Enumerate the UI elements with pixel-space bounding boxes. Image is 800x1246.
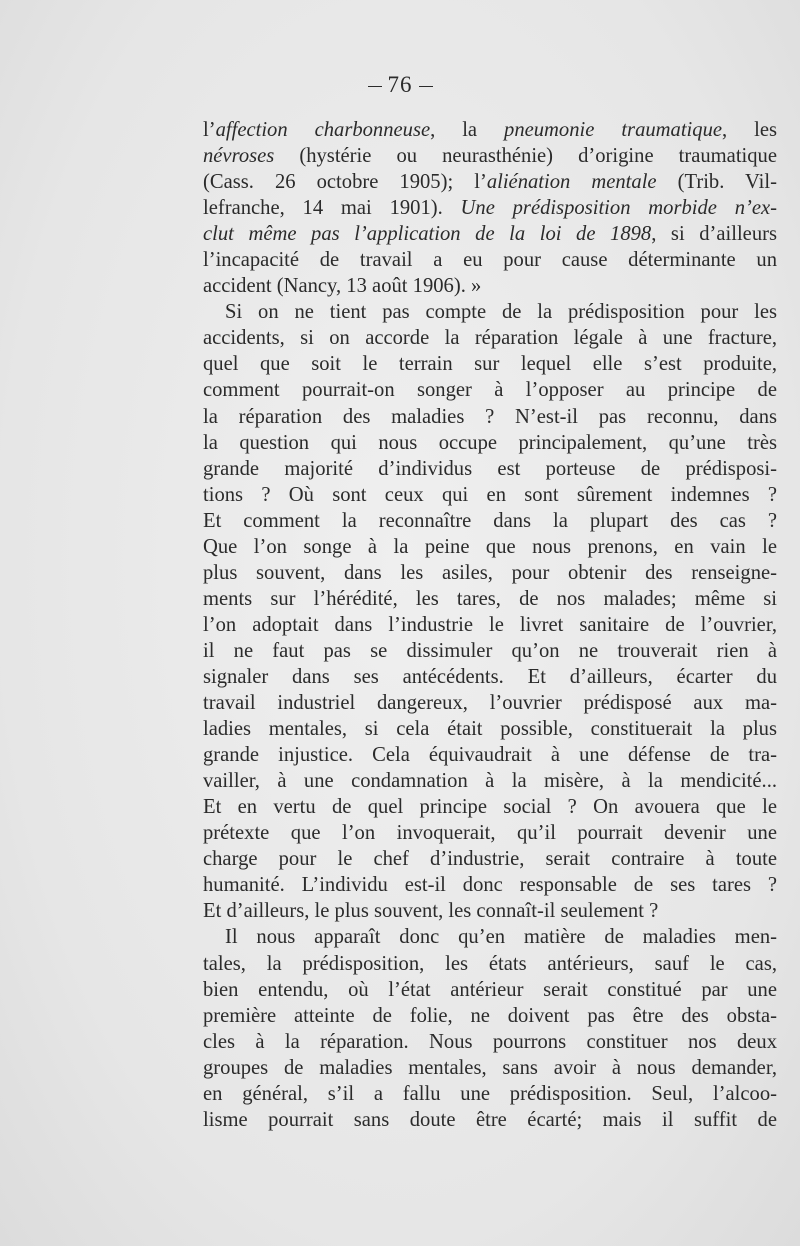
text-run: groupes de maladies mentales, sans avoir à nous demander, [203,1056,777,1079]
text-line [203,456,777,482]
text-run: cles à la réparation. Nous pourrons constituer nos deux [203,1030,777,1053]
text-line [203,820,777,846]
text-run: plus souvent, dans les asiles, pour obtenir des renseigne- [203,561,777,584]
italic-text: clut même pas l’application de la loi de 1898 [203,223,652,246]
text-line [203,664,777,690]
page-number [0,72,800,98]
text-line [203,247,777,273]
text-run: signaler dans ses antécédents. Et d’ailleurs, écarter du [203,665,777,688]
text-line [203,768,777,794]
text-run: première atteinte de folie, ne doivent pas être des obsta- [203,1004,777,1027]
text-run: accidents, si on accorde la réparation légale à une fracture, [203,327,777,350]
text-run: quel que soit le terrain sur lequel elle s’est produite, [203,353,777,376]
text-run: , les [722,119,777,141]
text-run: la réparation des maladies ? N’est-il pas reconnu, dans [203,405,777,428]
folio-dash-right [419,86,433,87]
text-run: bien entendu, où l’état antérieur serait constitué par une [203,978,777,1001]
text-run: lisme pourrait sans doute être écarté; mais il suffit de [203,1108,777,1131]
text-run: (hystérie ou neurasthénie) d’origine traumatique [274,145,777,168]
italic-text: affection charbonneuse [215,119,431,141]
text-line [203,534,777,560]
text-line [203,872,777,898]
text-line [203,1081,777,1107]
text-run: humanité. L’individu est-il donc responsable de ses tares ? [203,874,777,897]
text-run: (Cass. 26 octobre 1905); l’ [203,171,487,194]
text-run: comment pourrait-on songer à l’opposer au principe de [203,379,777,402]
text-run: il ne faut pas se dissimuler qu’on ne trouverait rien à [203,639,777,662]
text-run: Si on ne tient pas compte de la prédisposition pour les [225,301,777,324]
italic-text: aliénation mentale [486,171,657,194]
page-number-value: 76 [387,72,413,97]
text-line [203,924,777,950]
text-run: vailler, à une condamnation à la misère, à la mendicité... [203,770,777,793]
text-run: tales, la prédisposition, les états antérieurs, sauf le cas, [203,952,777,975]
text-line [203,898,777,924]
text-run: charge pour le chef d’industrie, serait contraire à toute [203,848,777,871]
text-line [203,794,777,820]
text-run: tions ? Où sont ceux qui en sont sûrement indemnes ? [203,483,777,506]
text-run: Il nous apparaît donc qu’en matière de maladies men- [225,926,777,949]
text-run: Que l’on songe à la peine que nous prenons, en vain le [203,535,777,558]
text-run: prétexte que l’on invoquerait, qu’il pourrait devenir une [203,822,777,845]
text-run: en général, s’il a fallu une prédisposition. Seul, l’alcoo- [203,1082,777,1105]
text-line [203,377,777,403]
text-run: travail industriel dangereux, l’ouvrier prédisposé aux ma- [203,692,777,715]
text-line [203,508,777,534]
text-line [203,951,777,977]
text-line [203,143,777,169]
text-line [203,977,777,1003]
text-run: grande majorité d’individus est porteuse de prédisposi- [203,457,777,480]
text-line [203,612,777,638]
text-run: Et d’ailleurs, le plus souvent, les connaît-il seulement ? [203,900,659,923]
text-line [203,1003,777,1029]
text-run: ladies mentales, si cela était possible, constituerait la plus [203,718,777,741]
text-line [203,404,777,430]
text-line [203,690,777,716]
text-line [203,560,777,586]
text-line [203,169,777,195]
text-line [203,1029,777,1055]
text-run: la question qui nous occupe principalement, qu’une très [203,431,777,454]
text-line [203,846,777,872]
text-line [203,742,777,768]
italic-text: Une prédisposition morbide n’ex- [460,197,777,220]
text-run: , la [430,119,505,141]
text-line [203,273,777,299]
text-run: l’incapacité de travail a eu pour cause déterminante un [203,249,777,272]
text-run: Et en vertu de quel principe social ? On avouera que le [203,796,777,819]
text-run: lefranche, 14 mai 1901). [203,197,461,220]
text-run: l’ [203,119,216,141]
text-run: (Trib. Vil- [656,171,777,194]
italic-text: névroses [203,145,275,168]
text-line [203,325,777,351]
text-run: accident (Nancy, 13 août 1906). » [203,275,482,298]
text-line [203,482,777,508]
text-line [203,1055,777,1081]
folio-dash-left [368,86,382,87]
text-line [203,299,777,325]
text-line [203,195,777,221]
text-line [203,638,777,664]
body-text [203,117,777,1133]
text-run: ments sur l’hérédité, les tares, de nos malades; même si [203,587,777,610]
text-run: Et comment la reconnaître dans la plupart des cas ? [203,509,777,532]
text-run: , si d’ailleurs [651,223,777,246]
text-line [203,351,777,377]
text-line [203,586,777,612]
text-line [203,117,777,143]
italic-text: pneumonie traumatique [504,119,723,141]
text-line [203,430,777,456]
text-line [203,716,777,742]
text-run: grande injustice. Cela équivaudrait à une défense de tra- [203,744,777,767]
text-run: l’on adoptait dans l’industrie le livret sanitaire de l’ouvrier, [203,613,777,636]
text-line [203,221,777,247]
text-line [203,1107,777,1133]
